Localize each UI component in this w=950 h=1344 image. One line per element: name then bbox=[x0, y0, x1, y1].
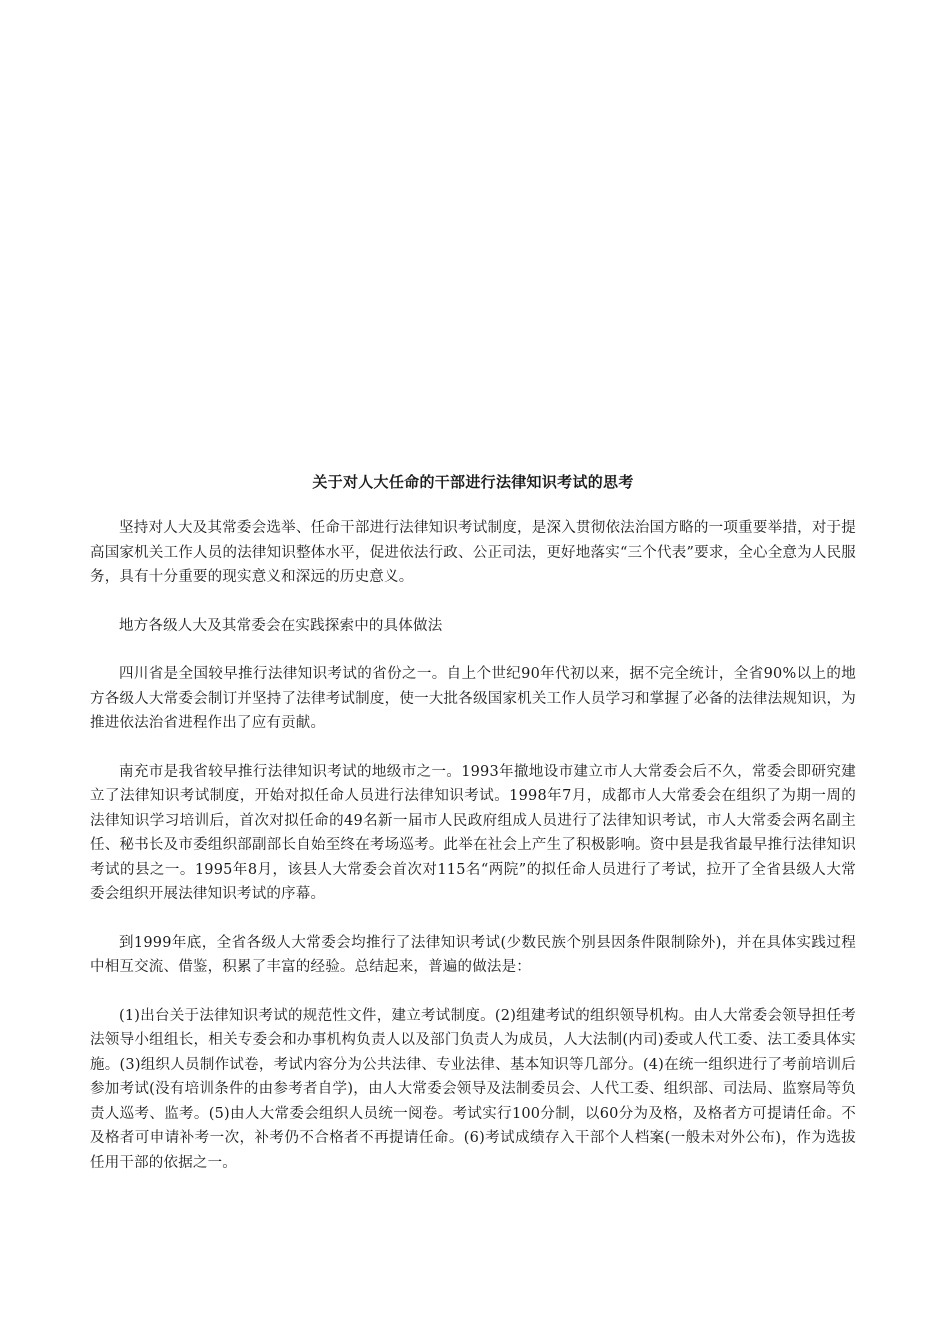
paragraph-practices: (1)出台关于法律知识考试的规范性文件，建立考试制度。(2)组建考试的组织领导机构。由人大常委会领导担任考法领导小组组长，相关专委会和办事机构负责人以及部门负责人为成员，人大法制(内司)委或人代工委、法工委具体实施。(3)组织人员制作试卷，考试内容分为公共法律、专业法律、基本知识等几部分。(4)在统一组织进行了考前培训后参加考试(没有培训条件的由参考者自学)，由人大常委会领导及法制委员会、人代工委、组织部、司法局、监察局等负责人巡考、监考。(5)由人大常委会组织人员统一阅卷。考试实行100分制，以60分为及格，及格者方可提请任命。不及格者可申请补考一次，补考仍不合格者不再提请任命。(6)考试成绩存入干部个人档案(一般未对外公布)，作为选拔任用干部的依据之一。 bbox=[90, 1007, 856, 1171]
paragraph-intro: 坚持对人大及其常委会选举、任命干部进行法律知识考试制度，是深入贯彻依法治国方略的一项重要举措，对于提高国家机关工作人员的法律知识整体水平，促进依法行政、公正司法，更好地落实“三个代表”要求，全心全意为人民服务，具有十分重要的现实意义和深远的历史意义。 bbox=[90, 520, 856, 585]
paragraph-nanchong: 南充市是我省较早推行法律知识考试的地级市之一。1993年撤地设市建立市人大常委会后不久，常委会即研究建立了法律知识考试制度，开始对拟任命人员进行法律知识考试。1998年7月，成都市人大常委会在组织了为期一周的法律知识学习培训后，首次对拟任命的49名新一届市人民政府组成人员进行了法律知识考试，市人大常委会两名副主任、秘书长及市委组织部副部长自始至终在考场巡考。此举在社会上产生了积极影响。资中县是我省最早推行法律知识考试的县之一。1995年8月，该县人大常委会首次对115名“两院”的拟任命人员进行了考试，拉开了全省县级人大常委会组织开展法律知识考试的序幕。 bbox=[90, 763, 856, 902]
article-body bbox=[90, 470, 856, 1199]
section-heading: 地方各级人大及其常委会在实践探索中的具体做法 bbox=[119, 617, 443, 634]
document-title: 关于对人大任命的干部进行法律知识考试的思考 bbox=[312, 473, 634, 491]
paragraph-1999: 到1999年底，全省各级人大常委会均推行了法律知识考试(少数民族个别县因条件限制除外)，并在具体实践过程中相互交流、借鉴，积累了丰富的经验。总结起来，普遍的做法是： bbox=[90, 934, 856, 975]
paragraph-sichuan: 四川省是全国较早推行法律知识考试的省份之一。自上个世纪90年代初以来，据不完全统计，全省90%以上的地方各级人大常委会制订并坚持了法律考试制度，使一大批各级国家机关工作人员学习和掌握了必备的法律法规知识，为推进依法治省进程作出了应有贡献。 bbox=[90, 666, 856, 731]
